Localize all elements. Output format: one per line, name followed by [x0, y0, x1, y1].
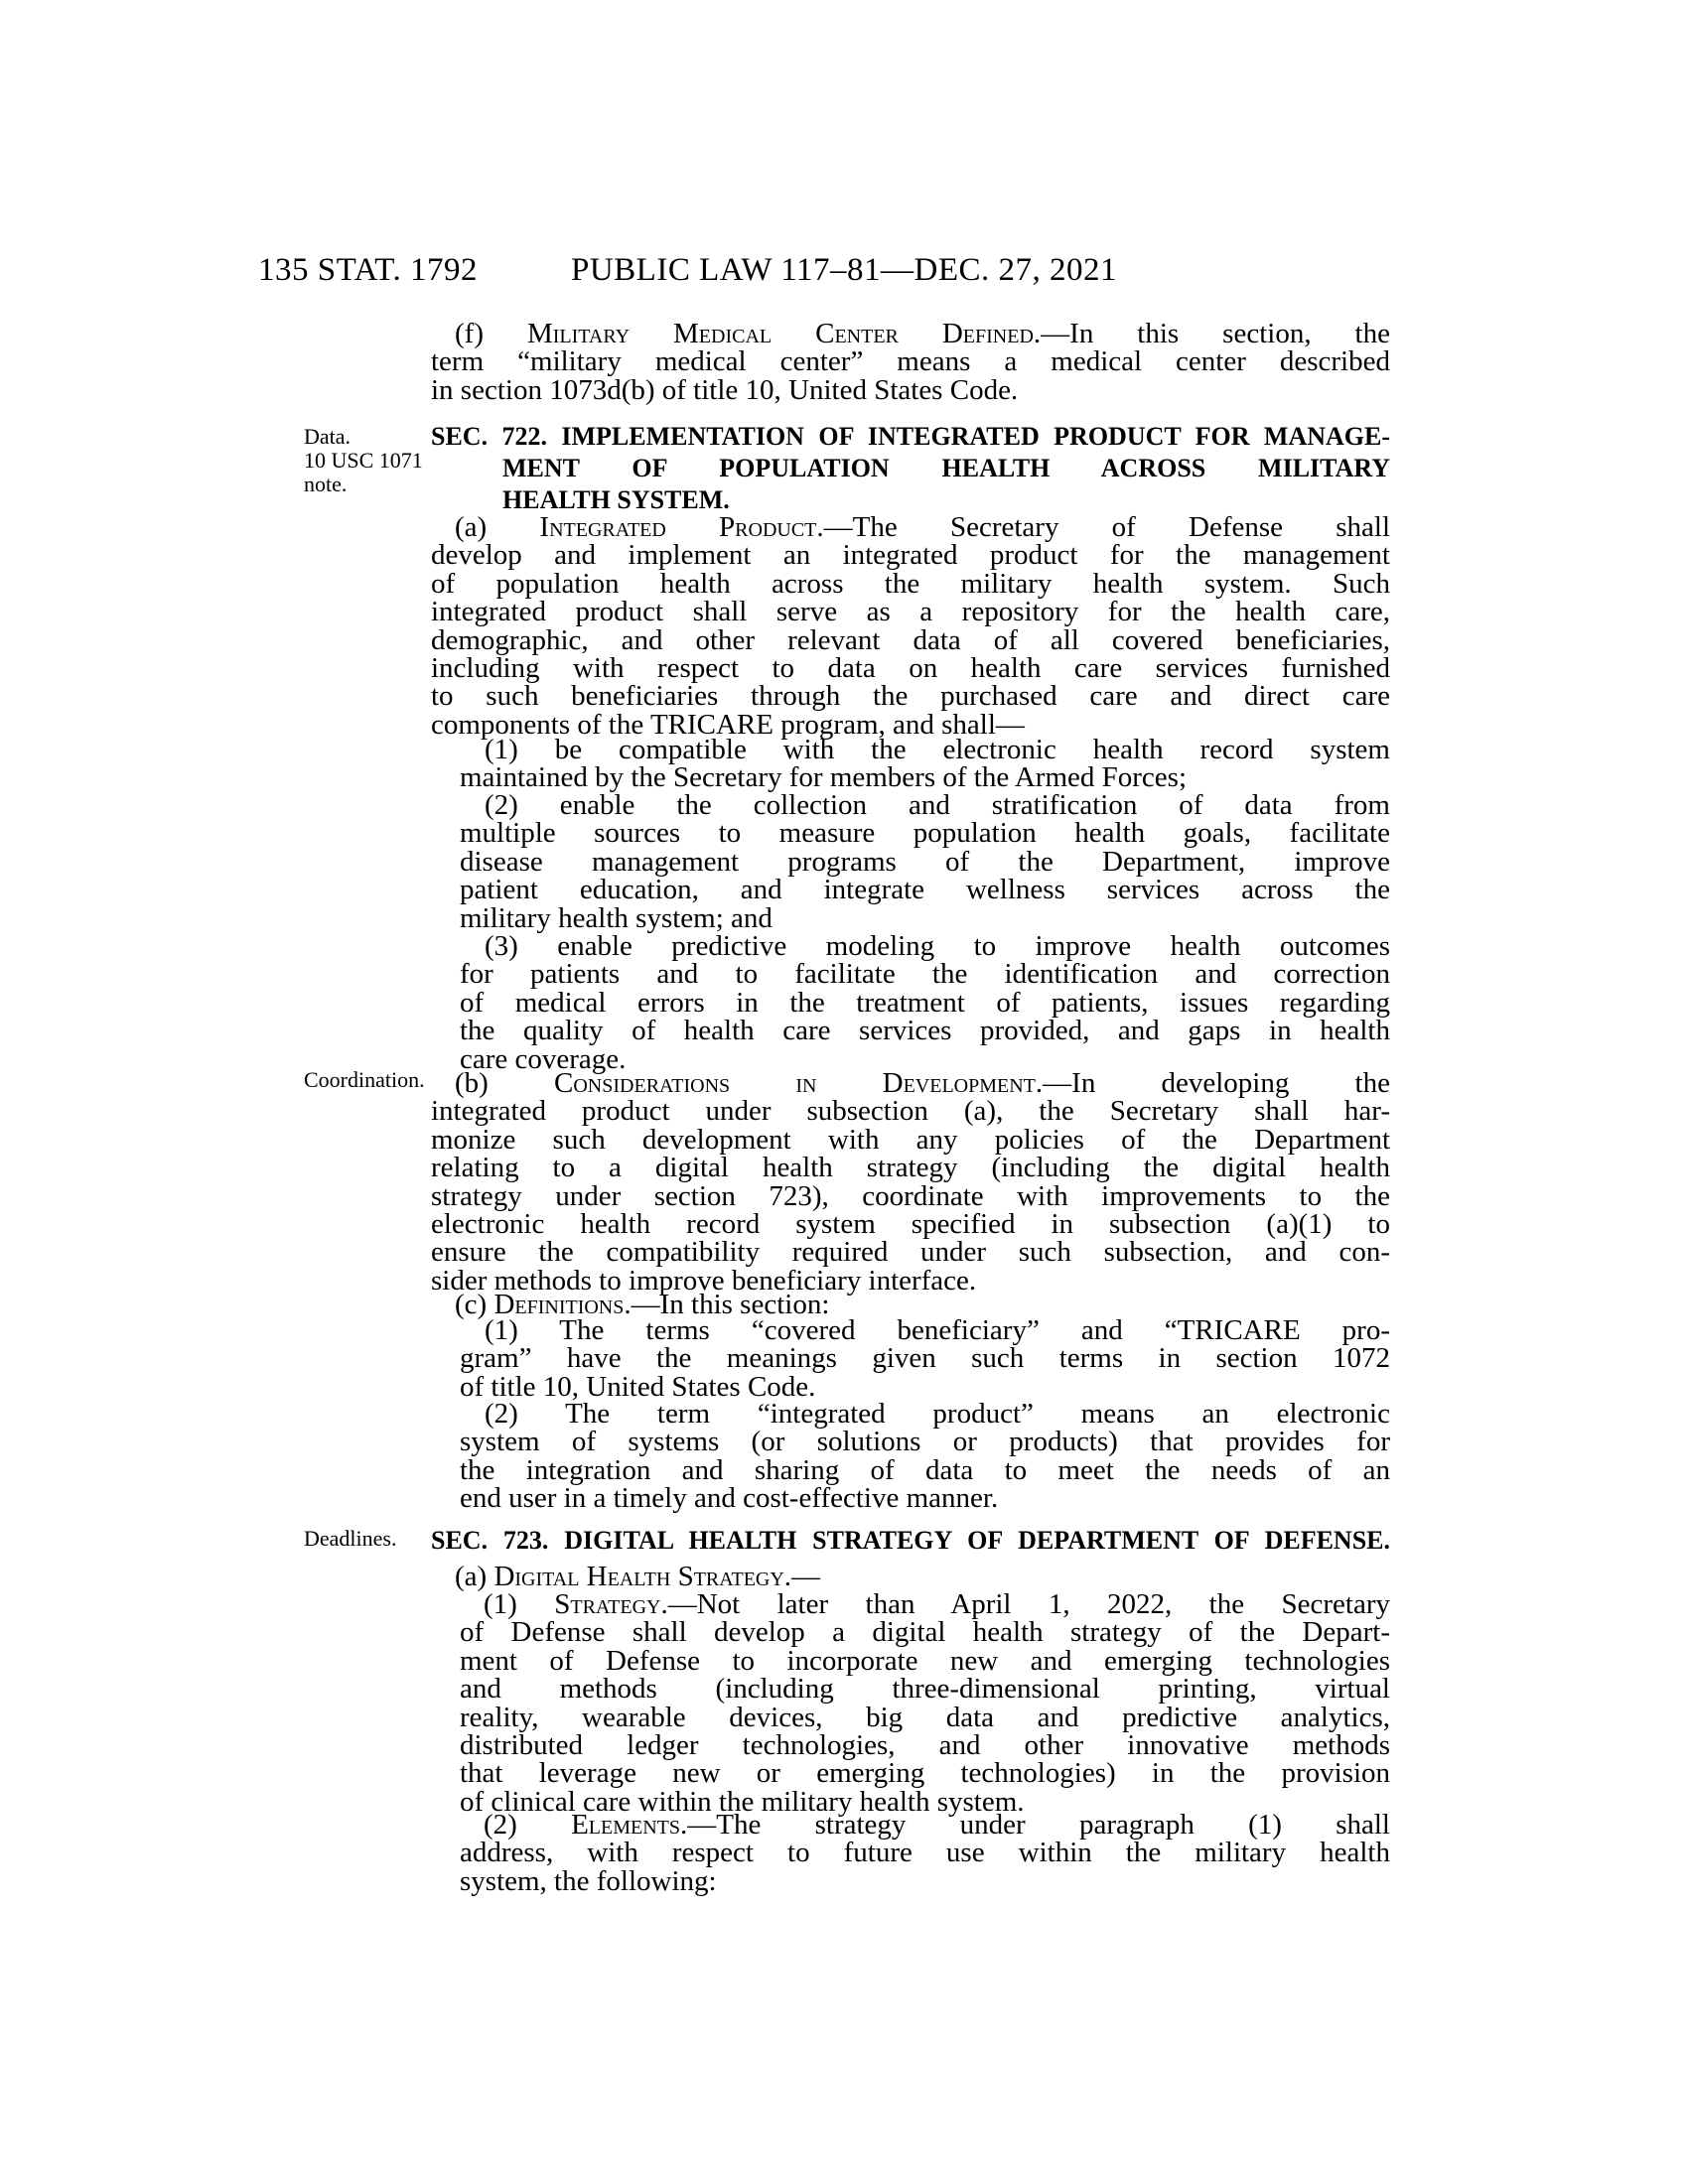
- clause-heading: Strategy: [554, 1588, 661, 1620]
- clause-number: (1): [484, 1588, 555, 1620]
- subparagraph-a3: [460, 932, 1390, 1073]
- clause-number: (c): [455, 1289, 494, 1320]
- text-line: term “military medical center” means a medical center described: [431, 345, 1390, 378]
- text-line: ensure the compatibility required under such subsection, and con-: [431, 1236, 1390, 1269]
- subparagraph-a2: [460, 791, 1390, 932]
- paragraph-a-lines: [431, 541, 1390, 739]
- text-line: of medical errors in the treatment of patients, issues regarding: [460, 986, 1390, 1019]
- clause-heading: Integrated Product: [539, 511, 817, 543]
- text-line: and methods (including three-dimensional printing, virtual: [460, 1673, 1390, 1706]
- margin-note-line: 10 USC 1071: [304, 448, 423, 473]
- section-722-heading-line1: SEC. 722. IMPLEMENTATION OF INTEGRATED PRODUCT FOR MANAGE-: [431, 422, 1390, 451]
- text-line: that leverage new or emerging technologies) in the provision: [460, 1757, 1390, 1790]
- subparagraph-a1-lines: [460, 736, 1390, 792]
- paragraph-a: [431, 513, 1390, 739]
- subparagraph-elements-first-line: [460, 1811, 1390, 1839]
- text-line: including with respect to data on health care services furnished: [431, 652, 1390, 685]
- text-line: to such beneficiaries through the purchased care and direct care: [431, 680, 1390, 713]
- text-line: demographic, and other relevant data of all covered beneficiaries,: [431, 623, 1390, 656]
- margin-note-line: note.: [304, 472, 348, 496]
- clause-number: (b): [455, 1067, 555, 1099]
- section-723-heading: [431, 1525, 1390, 1557]
- section-723-heading-line1: SEC. 723. DIGITAL HEALTH STRATEGY OF DEPARTMENT OF DEFENSE.: [431, 1526, 1390, 1555]
- text-line: disease management programs of the Department, improve: [460, 845, 1390, 878]
- subparagraph-elements: [460, 1811, 1390, 1895]
- subparagraph-a3-lines: [460, 932, 1390, 1073]
- text-line: gram” have the meanings given such terms in section 1072: [460, 1342, 1390, 1375]
- text-line: in section 1073d(b) of title 10, United States Code.: [431, 373, 1019, 406]
- text-line: of population health across the military health system. Such: [431, 567, 1390, 600]
- section-722-heading: [431, 421, 1390, 516]
- clause-text: .—In this section, the: [1033, 318, 1390, 349]
- subparagraph-c1: [460, 1316, 1390, 1401]
- text-line: patient education, and integrate wellness services across the: [460, 874, 1390, 906]
- margin-note-deadlines: Deadlines.: [304, 1526, 397, 1551]
- text-line: monize such development with any policies of the Department: [431, 1123, 1390, 1156]
- subparagraph-strategy-first-line: [460, 1590, 1390, 1618]
- clause-heading: Military Medical Center Defined: [526, 318, 1034, 349]
- text-line: of Defense shall develop a digital health strategy of the Depart-: [460, 1616, 1390, 1649]
- section-722-heading-line3: HEALTH SYSTEM.: [502, 485, 730, 514]
- text-line: the quality of health care services provided, and gaps in health: [460, 1015, 1390, 1047]
- subparagraph-c2: [460, 1400, 1390, 1513]
- text-line: multiple sources to measure population health goals, facilitate: [460, 817, 1390, 850]
- paragraph-f-first-line: [431, 320, 1390, 347]
- clause-heading: Digital Health Strategy: [493, 1561, 784, 1592]
- text-line: for patients and to facilitate the identification and correction: [460, 958, 1390, 991]
- clause-number: (a): [455, 511, 540, 543]
- text-line: (1) The terms “covered beneficiary” and “TRICARE pro-: [485, 1314, 1390, 1346]
- text-line: develop and implement an integrated product for the management: [431, 539, 1390, 572]
- text-line: (2) enable the collection and stratification of data from: [485, 789, 1390, 821]
- text-line: integrated product under subsection (a), the Secretary shall har-: [431, 1095, 1390, 1128]
- text-line: the integration and sharing of data to meet the needs of an: [460, 1453, 1390, 1486]
- clause-text: .—In this section:: [624, 1289, 830, 1320]
- subparagraph-a1: [460, 736, 1390, 792]
- text-line: electronic health record system specified in subsection (a)(1) to: [431, 1208, 1390, 1241]
- clause-text: .—In developing the: [1035, 1067, 1390, 1099]
- text-line: of clinical care within the military health system.: [460, 1785, 1025, 1818]
- text-line: reality, wearable devices, big data and predictive analytics,: [460, 1701, 1390, 1733]
- paragraph-f: [431, 320, 1390, 404]
- text-line: end user in a timely and cost-effective manner.: [460, 1482, 999, 1515]
- text-line: care coverage.: [460, 1042, 627, 1075]
- subparagraph-a2-lines: [460, 791, 1390, 932]
- subparagraph-c2-lines: [460, 1400, 1390, 1513]
- subparagraph-strategy: [460, 1590, 1390, 1816]
- text-line: maintained by the Secretary for members of the Armed Forces;: [460, 761, 1188, 794]
- text-line: (1) be compatible with the electronic health record system: [485, 734, 1390, 765]
- clause-text: .—The Secretary of Defense shall: [816, 511, 1391, 543]
- paragraph-f-lines: [431, 347, 1390, 404]
- clause-heading: Elements: [571, 1809, 681, 1841]
- margin-note-line: Data.: [304, 424, 352, 449]
- text-line: components of the TRICARE program, and shall—: [431, 708, 1025, 741]
- text-line: strategy under section 723), coordinate with improvements to the: [431, 1179, 1390, 1212]
- paragraph-b: [431, 1069, 1390, 1295]
- margin-note-coordination: Coordination.: [304, 1067, 425, 1092]
- clause-heading: Definitions: [493, 1289, 625, 1320]
- text-line: system, the following:: [460, 1864, 717, 1897]
- text-line: military health system; and: [460, 901, 773, 934]
- text-line: distributed ledger technologies, and other innovative methods: [460, 1729, 1390, 1762]
- clause-text: .—: [783, 1561, 821, 1592]
- paragraph-b-first-line: [431, 1069, 1390, 1097]
- clause-number: (a): [455, 1561, 494, 1592]
- paragraph-a-723-first-line: [431, 1563, 1390, 1590]
- clause-number: (2): [484, 1809, 572, 1841]
- text-line: of title 10, United States Code.: [460, 1370, 816, 1403]
- subparagraph-c1-lines: [460, 1316, 1390, 1401]
- paragraph-a-723: [431, 1563, 1390, 1590]
- text-line: (2) The term “integrated product” means an electronic: [485, 1398, 1390, 1430]
- text-line: relating to a digital health strategy (including the digital health: [431, 1152, 1390, 1184]
- section-722-heading-line2: MENT OF POPULATION HEALTH ACROSS MILITARY: [502, 454, 1390, 482]
- text-line: sider methods to improve beneficiary interface.: [431, 1264, 977, 1297]
- text-line: (3) enable predictive modeling to improve health outcomes: [485, 930, 1390, 962]
- text-line: ment of Defense to incorporate new and emerging technologies: [460, 1644, 1390, 1677]
- text-line: integrated product shall serve as a repository for the health care,: [431, 596, 1390, 628]
- page-number: 135 STAT. 1792: [258, 252, 479, 288]
- text-line: system of systems (or solutions or products) that provides for: [460, 1426, 1390, 1458]
- subparagraph-strategy-lines: [460, 1618, 1390, 1816]
- text-line: address, with respect to future use within the military health: [460, 1837, 1390, 1869]
- running-head: PUBLIC LAW 117–81—DEC. 27, 2021: [570, 252, 1118, 288]
- clause-text: .—The strategy under paragraph (1) shall: [680, 1809, 1390, 1841]
- paragraph-b-lines: [431, 1097, 1390, 1295]
- paragraph-a-first-line: [431, 513, 1390, 541]
- clause-text: .—Not later than April 1, 2022, the Secretary: [660, 1588, 1390, 1620]
- clause-heading: Considerations in Development: [554, 1067, 1036, 1099]
- clause-number: (f): [455, 318, 527, 349]
- subparagraph-elements-lines: [460, 1839, 1390, 1895]
